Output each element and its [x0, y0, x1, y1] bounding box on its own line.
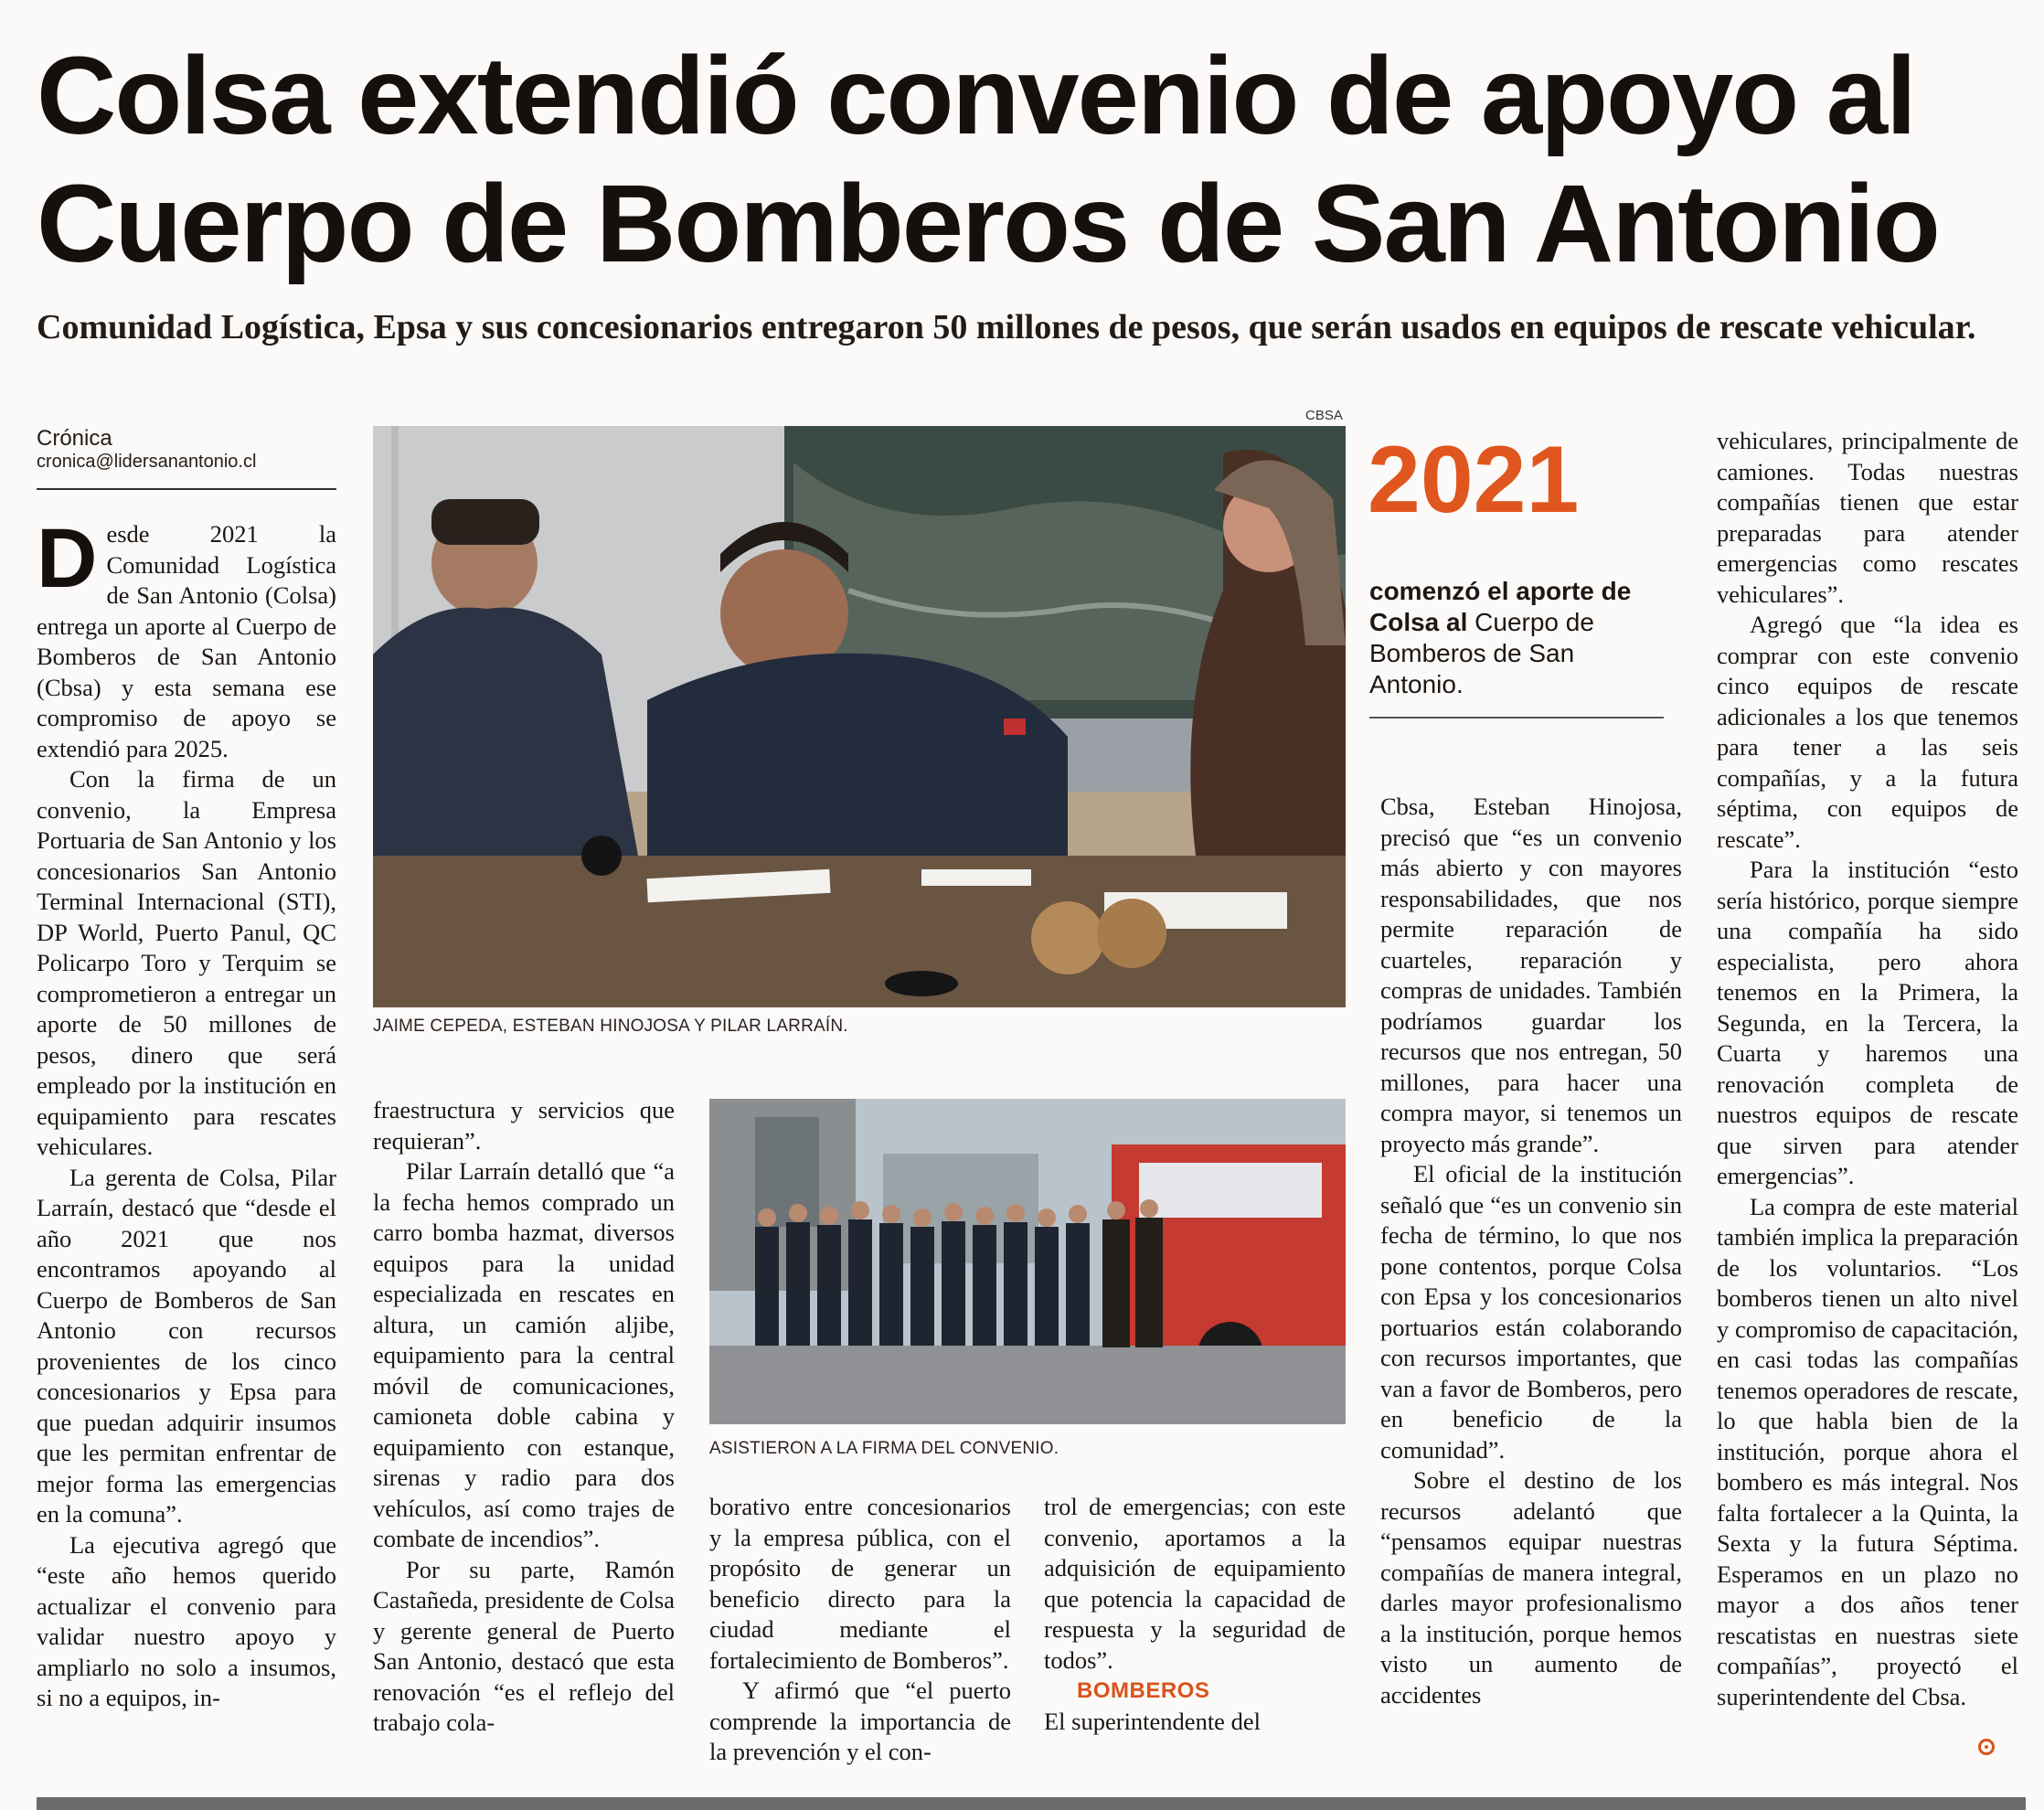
photo-caption-2: ASISTIERON A LA FIRMA DEL CONVENIO. — [709, 1439, 1059, 1458]
paragraph: fraestructura y servicios que requieran”. — [373, 1096, 675, 1155]
paragraph: La ejecutiva agregó que “este año hemos querido actualizar el convenio para validar nuestro apoyo y ampliarlo no solo a insumos, si no a equipos, in- — [37, 1530, 336, 1711]
paragraph: Para la institución “esto sería histórico, porque siempre una compañía ha sido especialista, pero ahora tenemos en la Primera, la Segunda, en la Tercera, la Cuarta y haremos una renovación completa de nuestros equipos de rescate que sirven para atender emergencias”. — [1717, 856, 2018, 1189]
article-column-2 — [373, 1095, 675, 1739]
headline-line-2: Cuerpo de Bomberos de San Antonio — [37, 161, 1939, 285]
factoid-bold: comenzó el aporte de Colsa al — [1369, 577, 1632, 636]
article-column-6 — [1717, 426, 2018, 1712]
section-subhead: BOMBEROS — [1077, 1678, 1210, 1703]
paragraph: Y afirmó que “el puerto comprende la importancia de la prevención y el con- — [709, 1677, 1011, 1765]
byline-divider — [37, 488, 336, 490]
page-bottom-bar — [37, 1797, 2026, 1810]
paragraph: La gerenta de Colsa, Pilar Larraín, destacó que “desde el año 2021 que nos encontramos apoyando al Cuerpo de Bomberos de San Antonio con recursos provenientes de los cinco concesionarios y Epsa para que puedan adquirir insumos que les permitan enfrentar de mejor forma las emergencias en la comuna”. — [37, 1163, 336, 1528]
paragraph: El oficial de la institución señaló que “es un convenio sin fecha de término, lo que nos pone contentos, porque Colsa con Epsa y los concesionarios portuarios están colaborando con recursos importantes, que van a favor de Bomberos, pero en beneficio de la comunidad”. — [1380, 1160, 1682, 1464]
photo-caption-1: JAIME CEPEDA, ESTEBAN HINOJOSA Y PILAR LARRAÍN. — [373, 1017, 848, 1036]
article-end-icon — [1978, 1739, 1995, 1755]
article-column-3 — [709, 1492, 1011, 1768]
signing-photo — [373, 426, 1346, 1007]
paragraph: Cbsa, Esteban Hinojosa, precisó que “es un convenio más abierto y con mayores responsabilidades, que nos permite reparación de cuarteles, reparación y compras de unidades. También podríamos guardar los recursos que nos entregan, 50 millones, para hacer una compra mayor, si tenemos un proyecto más grande”. — [1380, 793, 1682, 1157]
paragraph: borativo entre concesionarios y la empresa pública, con el propósito de generar un beneficio directo para la ciudad mediante el fortalecimiento de Bomberos”. — [709, 1493, 1011, 1674]
paragraph: vehiculares, principalmente de camiones. Todas nuestras compañías tienen que estar preparadas para atender emergencias como rescates vehiculares”. — [1717, 427, 2018, 608]
paragraph: Pilar Larraín detalló que “a la fecha hemos comprado un carro bomba hazmat, diversos equipos para la unidad especializada en rescates en altura, un camión aljibe, equipamiento para la central móvil de comunicaciones, camioneta doble cabina y equipamiento con estanque, sirenas y radio para dos vehículos, así como trajes de combate de incendios”. — [373, 1157, 675, 1552]
paragraph: trol de emergencias; con este convenio, aportamos a la adquisición de equipamiento que potencia la capacidad de respuesta y la seguridad de todos”. — [1044, 1493, 1346, 1674]
headline — [37, 31, 2020, 287]
group-photo-image — [709, 1099, 1346, 1424]
drop-cap: D — [37, 512, 98, 605]
headline-line-1: Colsa extendió convenio de apoyo al — [37, 33, 1915, 157]
factoid-divider — [1369, 717, 1664, 719]
signing-photo-image — [373, 426, 1346, 1007]
byline-email: cronica@lidersanantonio.cl — [37, 452, 257, 472]
lead-text: esde 2021 la Comunidad Logística de San Antonio (Colsa) entrega un aporte al Cuerpo de Bomberos de San Antonio (Cbsa) y esta semana ese compromiso de apoyo se extendió para 2025. — [37, 520, 336, 762]
paragraph: Sobre el destino de los recursos adelantó que “pensamos equipar nuestras compañías de manera integral, darles mayor profesionalismo a la institución, porque hemos visto un aumento de accidentes — [1380, 1466, 1682, 1709]
lead-paragraph — [37, 512, 336, 764]
paragraph: El superintendente del — [1044, 1707, 1261, 1735]
paragraph: Agregó que “la idea es comprar con este convenio cinco equipos de rescate adicionales a los que tenemos para tener a las seis compañías, y a la futura séptima, con equipos de rescate”. — [1717, 611, 2018, 853]
paragraph: La compra de este material también implica la preparación de los voluntarios. “Los bomberos tienen un alto nivel y compromiso de capacitación, en casi todas las compañías tenemos operadores de rescate, lo que habla bien de la institución, porque ahora el bombero es más integral. Nos falta fortalecer a la Quinta, la Sexta y la futura Séptima. Esperamos en un plazo no mayor a dos años tener rescatistas en nuestras siete compañías”, proyectó el superintendente del Cbsa. — [1717, 1192, 2018, 1710]
factoid-number: 2021 — [1368, 427, 1580, 533]
photo-credit: CBSA — [1305, 408, 1343, 423]
deck-subtitle: Comunidad Logística, Epsa y sus concesionarios entregaron 50 millones de pesos, que serán usados en equipos de rescate vehicular. — [37, 308, 1976, 346]
article-column-1 — [37, 512, 336, 1783]
factoid-text — [1369, 576, 1671, 700]
factoid-rest: Cuerpo de Bomberos de San Antonio. — [1369, 608, 1594, 698]
article-column-4 — [1044, 1492, 1346, 1737]
paragraph: Por su parte, Ramón Castañeda, presidente de Colsa y gerente general de Puerto San Antonio, destacó que esta renovación “es el reflejo del trabajo cola- — [373, 1555, 675, 1736]
byline-section: Crónica — [37, 426, 112, 451]
paragraph: Con la firma de un convenio, la Empresa Portuaria de San Antonio y los concesionarios San Antonio Terminal Internacional (STI), DP World, Puerto Panul, QC Policarpo Toro y Terquim se comprometieron a entregar un aporte de 50 millones de pesos, dinero que será empleado por la institución en equipamiento para rescates vehiculares. — [37, 765, 336, 1160]
article-column-5 — [1380, 792, 1682, 1710]
group-photo — [709, 1099, 1346, 1424]
